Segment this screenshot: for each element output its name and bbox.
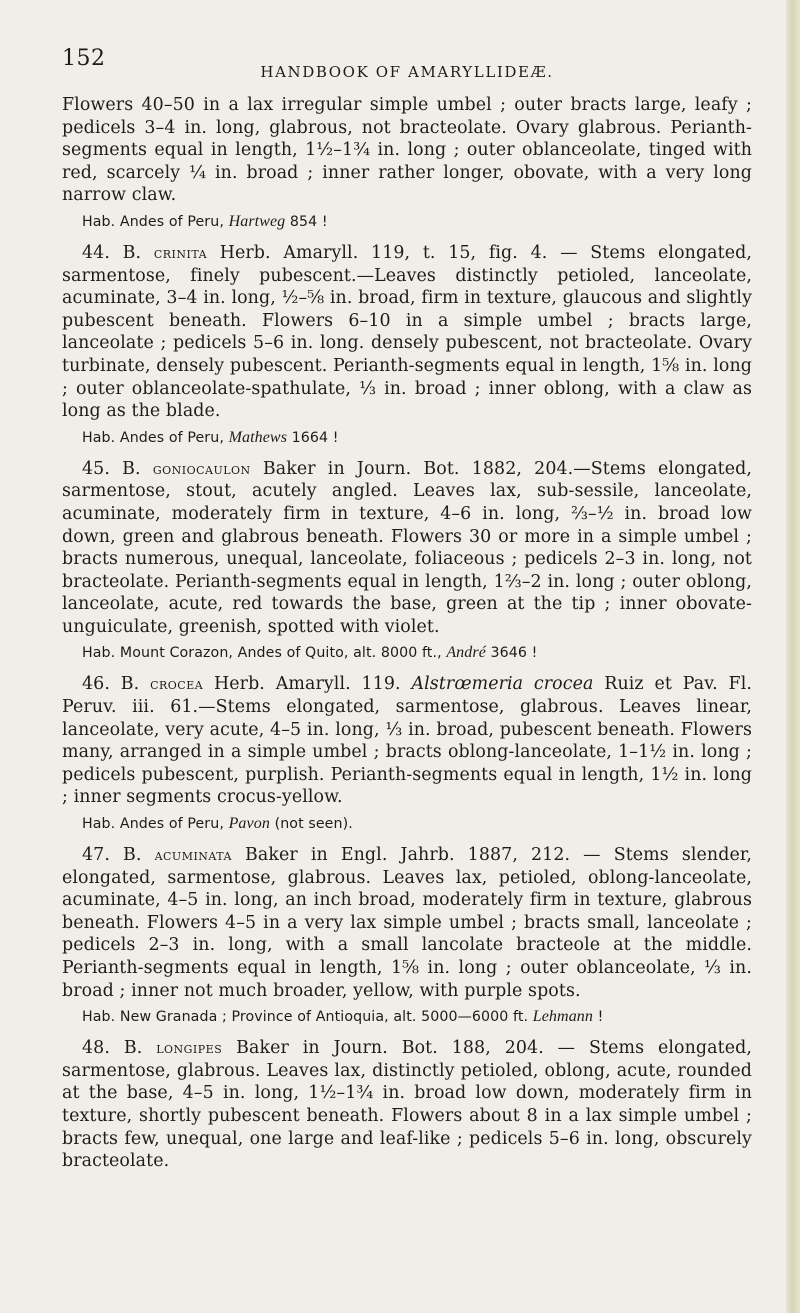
book-page <box>62 0 752 1183</box>
habitat-label: Hab. <box>82 645 116 662</box>
entry-text: Baker in Journ. Bot. 188, 204. — Stems elongated, sarmentose, glabrous. Leaves lax, distinctly petioled, oblong, acute, rounded at the base, 4–5 in. long, 1½–1¾ in. broad low down, moderately firm in texture, shortly pubescent beneath. Flowers about 8 in a lax simple umbel ; bracts few, unequal, one large and leaf-like ; pedicels 5–6 in. long, obscurely bracteolate. <box>62 1038 752 1172</box>
habitat-label: Hab. <box>82 429 116 446</box>
entry-46 <box>62 673 752 834</box>
page-edge <box>786 0 800 1313</box>
habitat-label: Hab. <box>82 213 116 230</box>
entry-number: 46. B. <box>82 674 140 695</box>
page-header <box>62 0 752 94</box>
habitat-collector: Mathews <box>228 428 288 446</box>
habitat-collector: Pavon <box>228 815 270 833</box>
habitat-specimen: (not seen). <box>274 816 353 833</box>
entry-paragraph <box>62 673 752 809</box>
habitat-line <box>82 814 752 834</box>
entry-text: Baker in Engl. Jahrb. 1887, 212. — Stems slender, elongated, sarmentose, glabrous. Leaves lax, petioled, oblong-lanceolate, acuminate, 4–5 in. long, an inch broad, moderately firm in texture, glabrous beneath. Flowers 4–5 in a very lax simple umbel ; bracts small, lanceolate ; pedicels 2–3 in. long, with a small lancolate bracteole at the middle. Perianth-segments equal in length, 1⅝ in. long ; outer oblanceolate, ⅓ in. broad ; inner not much broader, yellow, with purple spots. <box>62 845 752 1001</box>
habitat-specimen: ! <box>597 1009 604 1026</box>
entry-paragraph <box>62 458 752 639</box>
entry-44 <box>62 242 752 448</box>
habitat-text: Andes of Peru, <box>119 213 224 230</box>
running-head: HANDBOOK OF AMARYLLIDEÆ. <box>260 63 554 81</box>
entry-number: 44. B. <box>82 242 142 263</box>
habitat-text: Andes of Peru, <box>119 429 224 446</box>
entry-paragraph <box>62 844 752 1002</box>
synonym-name: Alstrœmeria crocea <box>411 674 594 695</box>
habitat-line <box>82 212 752 232</box>
habitat-collector: Hartweg <box>228 212 286 230</box>
entry-paragraph <box>62 1037 752 1173</box>
species-name: goniocaulon <box>152 458 251 478</box>
habitat-collector: Lehmann <box>532 1008 593 1026</box>
entry-48 <box>62 1037 752 1173</box>
entry-45 <box>62 458 752 664</box>
species-name: acuminata <box>154 845 232 865</box>
habitat-line <box>82 428 752 448</box>
entry-text: Baker in Journ. Bot. 1882, 204.—Stems elongated, sarmentose, stout, acutely angled. Leaves lax, sub-sessile, lanceolate, acuminate, moderately firm in texture, 4–6 in. long, ⅔–½ in. broad low down, green and glabrous beneath. Flowers 30 or more in a simple umbel ; bracts numerous, unequal, lanceolate, foliaceous ; pedicels 2–3 in. long, not bracteolate. Perianth-segments equal in length, 1⅔–2 in. long ; outer oblong, lanceolate, acute, red towards the base, green at the tip ; inner obovate-unguiculate, greenish, spotted with violet. <box>62 458 752 637</box>
habitat-line <box>82 1007 752 1027</box>
entry-number: 47. B. <box>82 845 142 866</box>
entry-number: 45. B. <box>82 458 141 479</box>
entry-paragraph <box>62 242 752 423</box>
habitat-specimen: 854 ! <box>289 213 328 230</box>
entry-47 <box>62 844 752 1027</box>
habitat-label: Hab. <box>82 816 116 833</box>
entry-continuation <box>62 94 752 232</box>
page-number: 152 <box>62 46 106 71</box>
habitat-line <box>82 643 752 663</box>
habitat-specimen: 3646 ! <box>490 645 538 662</box>
entry-number: 48. B. <box>82 1038 143 1059</box>
entry-citation: Herb. Amaryll. 119. <box>214 674 401 695</box>
habitat-text: Mount Corazon, Andes of Quito, alt. 8000 ft., <box>119 645 442 662</box>
habitat-collector: André <box>446 644 486 662</box>
habitat-label: Hab. <box>82 1009 116 1026</box>
species-name: longipes <box>156 1038 223 1058</box>
species-name: crinita <box>153 242 208 262</box>
entry-text: Herb. Amaryll. 119, t. 15, fig. 4. — Stems elongated, sarmentose, finely pubescent.—Leaves distinctly petioled, lanceolate, acuminate, 3–4 in. long, ½–⅝ in. broad, firm in texture, glaucous and slightly pubescent beneath. Flowers 6–10 in a simple umbel ; bracts large, lanceolate ; pedicels 5–6 in. long. densely pubescent, not bracteolate. Ovary turbinate, densely pubescent. Perianth-segments equal in length, 1⅝ in. long ; outer oblanceolate-spathulate, ⅓ in. broad ; inner oblong, with a claw as long as the blade. <box>62 242 752 422</box>
habitat-text: New Granada ; Province of Antioquia, alt. 5000—6000 ft. <box>119 1009 529 1026</box>
entry-text: Ruiz et Pav. Fl. Peruv. iii. 61.—Stems elongated, sarmentose, glabrous. Leaves linear, lanceolate, very acute, 4–5 in. long, ⅓ in. broad, pubescent beneath. Flowers many, arranged in a simple umbel ; bracts oblong-lanceolate, 1–1½ in. long ; pedicels pubescent, purplish. Perianth-segments equal in length, 1½ in. long ; inner segments crocus-yellow. <box>62 674 753 808</box>
entry-text: Flowers 40–50 in a lax irregular simple umbel ; outer bracts large, leafy ; pedicels 3–4 in. long, glabrous, not bracteolate. Ovary glabrous. Perianth-segments equal in length, 1½–1¾ in. long ; outer oblanceolate, tinged with red, scarcely ¼ in. broad ; inner rather longer, obovate, with a very long narrow claw. <box>62 95 752 206</box>
habitat-text: Andes of Peru, <box>119 816 224 833</box>
species-name: crocea <box>150 674 204 694</box>
habitat-specimen: 1664 ! <box>291 429 339 446</box>
